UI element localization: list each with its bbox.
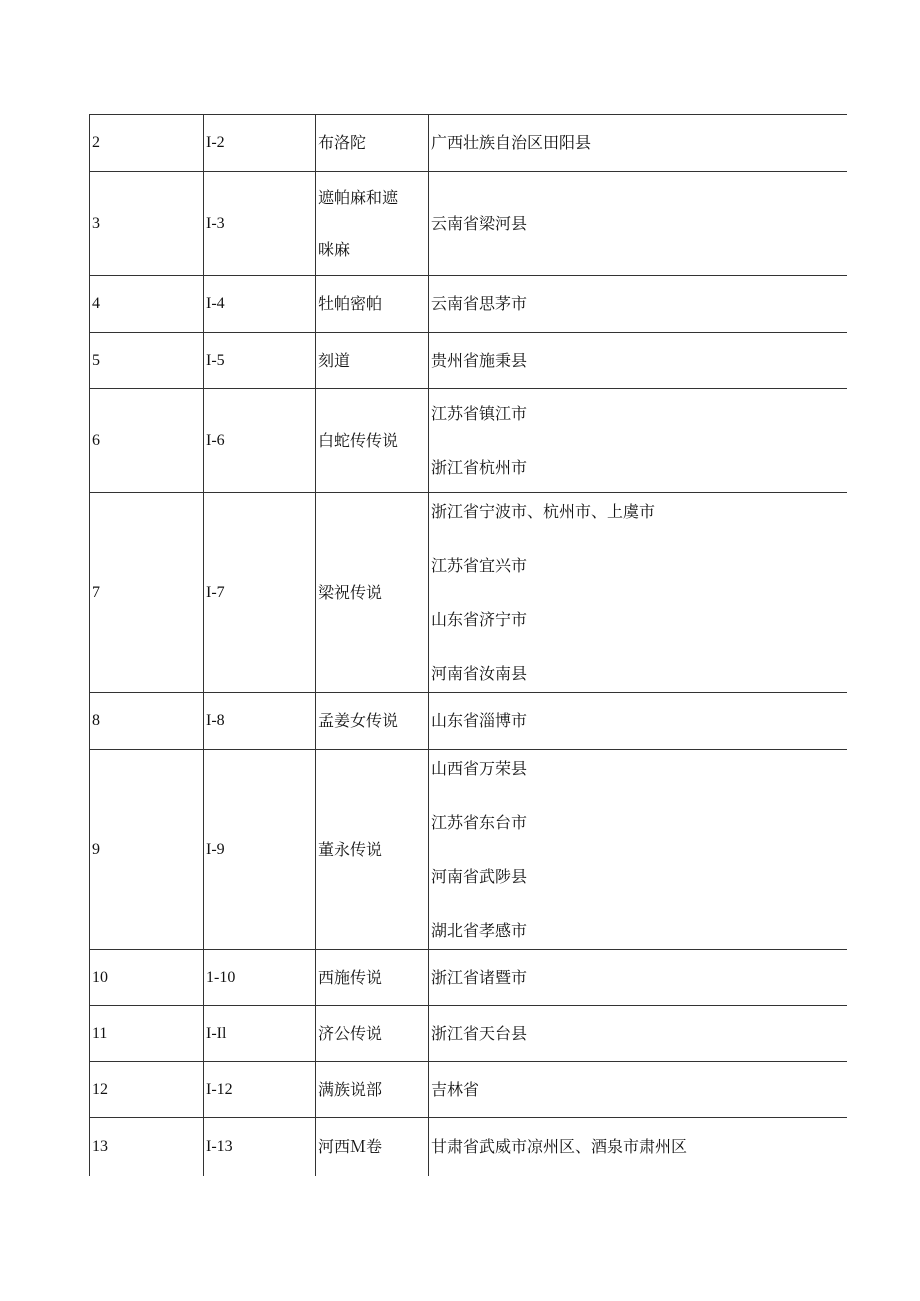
table-row [90, 172, 847, 276]
item-code: 1-10 [204, 950, 316, 1006]
declaring-region [429, 1062, 847, 1118]
item-name-line: 满族说部 [318, 1079, 383, 1099]
row-number: 2 [90, 115, 204, 172]
item-name [316, 276, 429, 333]
table-row [90, 276, 847, 333]
item-name-line: 梁祝传说 [318, 582, 383, 602]
table-row [90, 750, 847, 950]
table-row [90, 693, 847, 750]
item-name-line: 牡帕密帕 [318, 294, 383, 313]
item-name-line: 孟姜女传说 [318, 711, 399, 730]
item-name [316, 693, 429, 750]
item-name-line: 董永传说 [318, 839, 383, 859]
table-row [90, 1118, 847, 1176]
table-row [90, 115, 847, 172]
item-code: I-2 [204, 115, 316, 172]
row-number: 6 [90, 389, 204, 493]
row-number: 4 [90, 276, 204, 333]
item-name-line: 布洛陀 [318, 133, 367, 152]
region-line: 广西壮族自治区田阳县 [431, 133, 592, 152]
table-row [90, 950, 847, 1006]
table-row [90, 1006, 847, 1062]
row-number: 10 [90, 950, 204, 1006]
declaring-region [429, 389, 847, 493]
table-row [90, 389, 847, 493]
row-number: 9 [90, 750, 204, 950]
table-row [90, 1062, 847, 1118]
item-name-line: 济公传说 [318, 1023, 383, 1043]
declaring-region [429, 333, 847, 389]
item-name [316, 115, 429, 172]
declaring-region [429, 493, 847, 693]
table-body [90, 115, 847, 1176]
item-name-line: 刻道 [318, 350, 351, 370]
declaring-region [429, 750, 847, 950]
item-code: I-8 [204, 693, 316, 750]
table-row [90, 333, 847, 389]
row-number: 13 [90, 1118, 204, 1176]
region-line: 江苏省宜兴市 [431, 555, 528, 575]
row-number: 8 [90, 693, 204, 750]
region-line: 河南省汝南县 [431, 663, 528, 683]
item-code: I-6 [204, 389, 316, 493]
item-name [316, 1118, 429, 1176]
table-row [90, 493, 847, 693]
region-line: 吉林省 [431, 1079, 480, 1099]
item-name [316, 950, 429, 1006]
region-line: 浙江省杭州市 [431, 457, 528, 477]
row-number: 12 [90, 1062, 204, 1118]
item-name-line: 河西Ｍ卷 [318, 1136, 383, 1156]
item-name-line: 遮帕麻和遮 [318, 187, 399, 207]
declaring-region [429, 1006, 847, 1062]
row-number: 3 [90, 172, 204, 276]
region-line: 贵州省施秉县 [431, 350, 528, 370]
declaring-region [429, 115, 847, 172]
region-line: 浙江省诸暨市 [431, 967, 528, 987]
item-name-line: 白蛇传传说 [318, 430, 399, 450]
region-line: 江苏省镇江市 [431, 403, 528, 423]
item-name [316, 333, 429, 389]
region-line: 浙江省宁波市、杭州市、上虞市 [431, 501, 656, 521]
row-number: 7 [90, 493, 204, 693]
item-name [316, 1062, 429, 1118]
item-code: I-5 [204, 333, 316, 389]
region-line: 浙江省天台县 [431, 1023, 528, 1043]
item-code: I-3 [204, 172, 316, 276]
item-code: I-13 [204, 1118, 316, 1176]
region-line: 山西省万荣县 [431, 758, 528, 778]
region-line: 江苏省东台市 [431, 812, 528, 832]
item-name-line: 西施传说 [318, 967, 383, 987]
item-code: I-12 [204, 1062, 316, 1118]
item-name [316, 750, 429, 950]
heritage-list-table [89, 114, 847, 1176]
region-line: 湖北省孝感市 [431, 920, 528, 940]
region-line: 甘肃省武威市凉州区、酒泉市肃州区 [431, 1136, 688, 1156]
region-line: 山东省淄博市 [431, 711, 528, 730]
item-name [316, 1006, 429, 1062]
item-code: I-9 [204, 750, 316, 950]
region-line: 河南省武陟县 [431, 866, 528, 886]
region-line: 云南省梁河县 [431, 213, 528, 233]
declaring-region [429, 1118, 847, 1176]
row-number: 11 [90, 1006, 204, 1062]
item-code: I-4 [204, 276, 316, 333]
item-name [316, 493, 429, 693]
item-code: I-7 [204, 493, 316, 693]
row-number: 5 [90, 333, 204, 389]
declaring-region [429, 172, 847, 276]
declaring-region [429, 693, 847, 750]
item-name-line: 咪麻 [318, 239, 351, 259]
region-line: 云南省思茅市 [431, 294, 528, 313]
item-name [316, 172, 429, 276]
item-code: I-Il [204, 1006, 316, 1062]
region-line: 山东省济宁市 [431, 609, 528, 629]
declaring-region [429, 950, 847, 1006]
declaring-region [429, 276, 847, 333]
item-name [316, 389, 429, 493]
